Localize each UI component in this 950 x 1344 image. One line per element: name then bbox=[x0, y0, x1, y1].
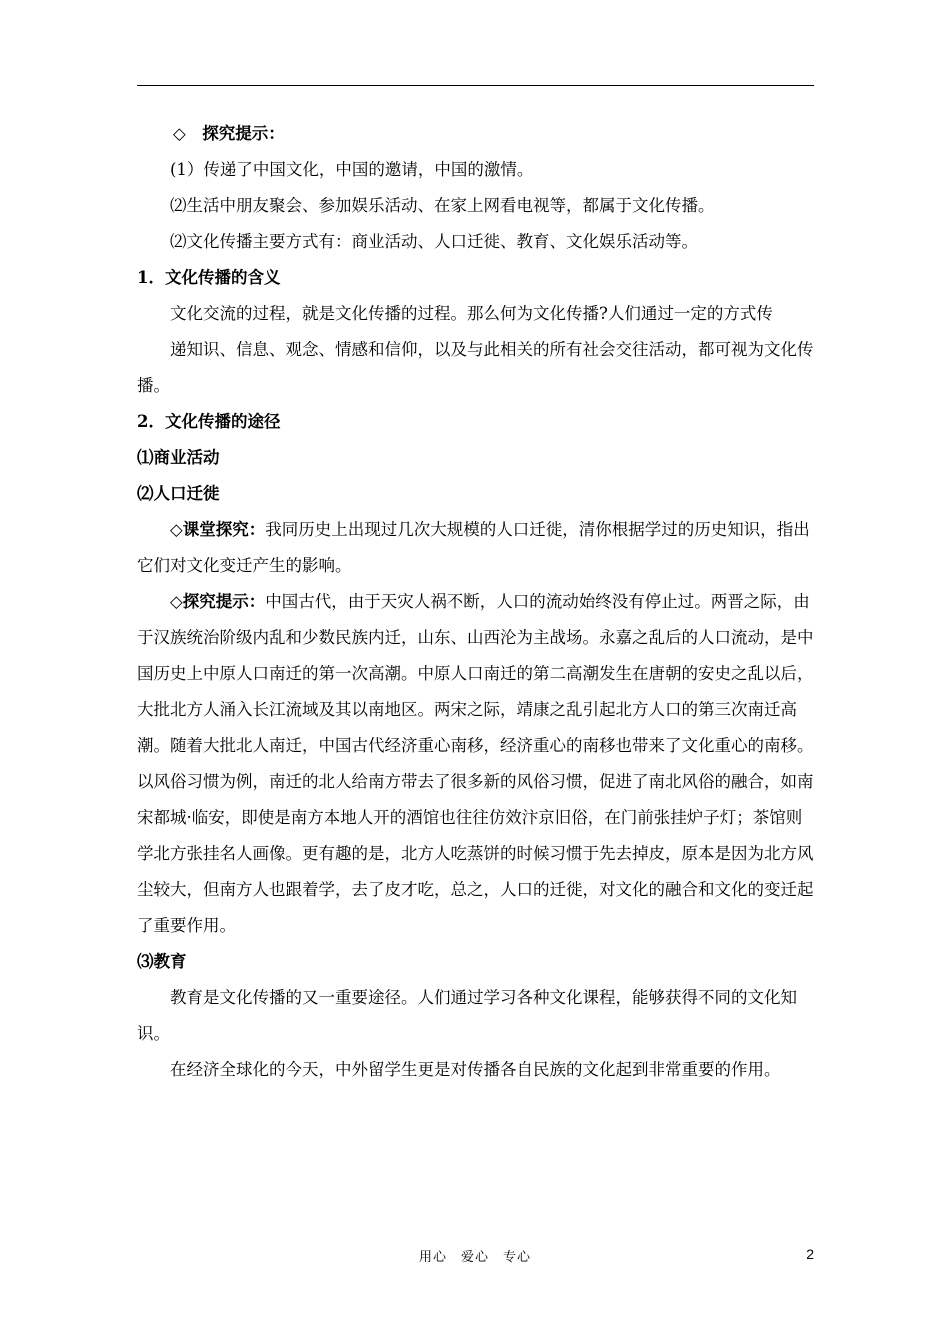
inquiry-hint-label: ◇探究提示： bbox=[170, 592, 266, 611]
page-footer bbox=[0, 1246, 950, 1270]
class-inquiry-text: 我同历史上出现过几次大规模的人口迁徙，清你根据学过的历史知识，指出它们对文化变迁产生的影响。 bbox=[137, 520, 810, 575]
inquiry-hint-paragraph bbox=[137, 584, 814, 944]
hint-item-3: ⑵文化传播主要方式有：商业活动、人口迁徙、教育、文化娱乐活动等。 bbox=[170, 232, 698, 251]
class-inquiry-paragraph bbox=[137, 512, 814, 584]
hint-label: ◇ 探究提示： bbox=[173, 124, 285, 143]
hint-item-2: ⑵生活中朋友聚会、参加娱乐活动、在家上网看电视等，都属于文化传播。 bbox=[170, 196, 715, 215]
class-inquiry-label: ◇课堂探究： bbox=[170, 520, 266, 539]
header-rule bbox=[137, 85, 814, 86]
footer-motto: 用心 爱心 专心 bbox=[418, 1250, 531, 1265]
meaning-paragraph-2: 递知识、信息、观念、情感和信仰，以及与此相关的所有社会交往活动，都可视为文化传播。 bbox=[137, 340, 814, 395]
page-number: 2 bbox=[806, 1246, 814, 1262]
subheading-migration: ⑵人口迁徙 bbox=[137, 484, 220, 503]
section-heading-meaning: 1．文化传播的含义 bbox=[137, 268, 281, 287]
subheading-education: ⑶教育 bbox=[137, 952, 187, 971]
meaning-paragraph-1: 文化交流的过程，就是文化传播的过程。那么何为文化传播?人们通过一定的方式传 bbox=[170, 304, 773, 323]
subheading-commerce: ⑴商业活动 bbox=[137, 448, 220, 467]
education-paragraph-1: 教育是文化传播的又一重要途径。人们通过学习各种文化课程，能够获得不同的文化知识。 bbox=[137, 988, 797, 1043]
hint-item-1: (1）传递了中国文化，中国的邀请，中国的激情。 bbox=[170, 160, 534, 179]
section-heading-channels: 2．文化传播的途径 bbox=[137, 412, 281, 431]
inquiry-hint-text: 中国古代，由于天灾人祸不断，人口的流动始终没有停止过。两晋之际，由于汉族统治阶级内乱和少数民族内迁，山东、山西沦为主战场。永嘉之乱后的人口流动，是中国历史上中原人口南迁的第一次高潮。中原人口南迁的第二高潮发生在唐朝的安史之乱以后，大批北方人涌入长江流域及其以南地区。两宋之际，靖康之乱引起北方人口的第三次南迁高潮。随着大批北人南迁，中国古代经济重心南移，经济重心的南移也带来了文化重心的南移。以风俗习惯为例，南迁的北人给南方带去了很多新的风俗习惯，促进了南北风俗的融合，如南宋都城·临安，即使是南方本地人开的酒馆也往往仿效汴京旧俗，在门前张挂炉子灯；茶馆则学北方张挂名人画像。更有趣的是，北方人吃蒸饼的时候习惯于先去掉皮，原本是因为北方风尘较大，但南方人也跟着学，去了皮才吃，总之，人口的迁徙，对文化的融合和文化的变迁起了重要作用。 bbox=[137, 592, 814, 935]
education-paragraph-2: 在经济全球化的今天，中外留学生更是对传播各自民族的文化起到非常重要的作用。 bbox=[170, 1060, 781, 1079]
document-body bbox=[137, 116, 814, 1088]
